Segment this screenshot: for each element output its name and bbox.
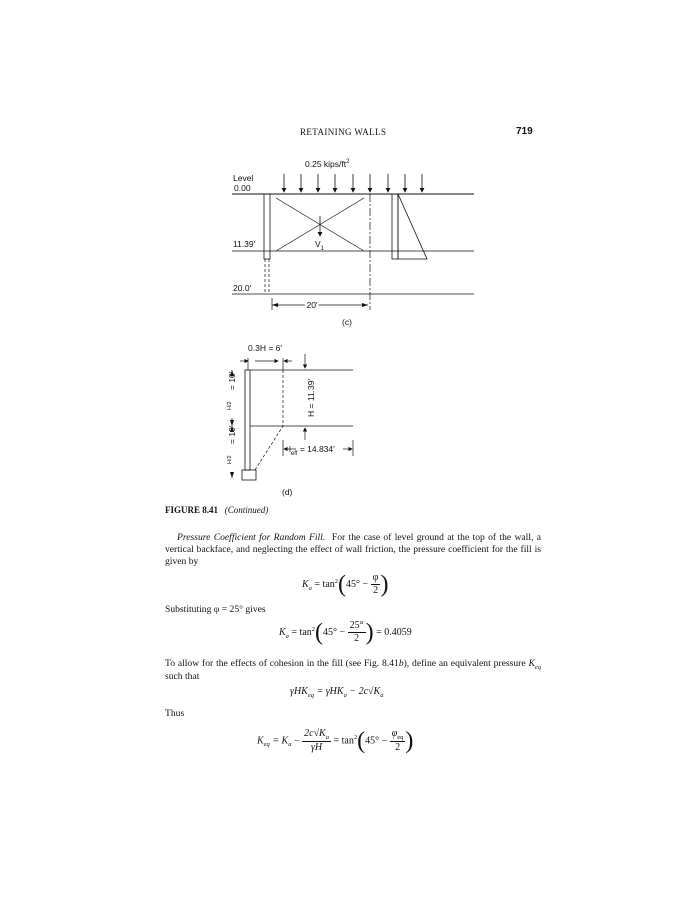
pressure-triangle xyxy=(398,194,427,259)
equation-ka: $K_a = \tan^2(45^\circ$ − $\frac{\varphi}{2}$ ) xyxy=(302,571,389,598)
figure-d xyxy=(224,343,353,497)
equation-keq-definition: $\gamma HK_{eq} = \gamma HK_a - 2c√K_a$ xyxy=(290,686,384,699)
level-value: 0.00 xyxy=(234,183,251,193)
page-number: 719 xyxy=(516,126,533,137)
left-dim-top: = 10′ xyxy=(227,371,237,390)
left-frac-top: H/2 xyxy=(227,401,233,410)
top-dimension: 0.3H = 6′ xyxy=(248,343,282,353)
panel-label-c: (c) xyxy=(342,317,352,327)
left-dim-bottom: = 10′ xyxy=(227,425,237,444)
paragraph-cohesion: To allow for the effects of cohesion in the fill (see Fig. 8.41b), define an equivalent pressure $K_{eq}$ such that xyxy=(165,658,541,683)
panel-label-d: (d) xyxy=(282,487,293,497)
footing xyxy=(242,470,256,480)
paragraph-body: For the case of level ground at the top of the wall, a vertical backface, and neglecting the effect of wall friction, the pressure coefficient for the fill is given by xyxy=(165,532,541,568)
failure-line xyxy=(255,370,283,470)
wall-left xyxy=(264,194,270,259)
dimension-width: 20′ xyxy=(306,300,318,310)
wall-d xyxy=(245,370,250,470)
figure-number: FIGURE 8.41 xyxy=(165,505,219,515)
paragraph-substituting: Substituting φ = 25° gives xyxy=(165,604,266,615)
paragraph-pressure-coefficient xyxy=(165,532,541,569)
equation-keq-result: $K_{eq} = K_a$ − $\frac{2c√K_a}{\gamma H}$ = $\tan^2(45^\circ$ − $\frac{\varphi_{eq}}{2}$ ) xyxy=(257,728,414,754)
left-frac-bottom: H/2 xyxy=(227,455,233,464)
h-label: H = 11.39′ xyxy=(306,378,316,417)
figure-caption xyxy=(165,505,268,515)
caption-note: (Continued) xyxy=(224,505,269,515)
load-arrows xyxy=(284,174,422,192)
equation-ka-value: $K_a = \tan^2(45^\circ$ − $\frac{25^\circ}{2}$ ) = 0.4059 xyxy=(279,619,412,646)
running-header-title: RETAINING WALLS xyxy=(300,127,387,137)
leff-label: $l_{eff} = 14.834'$ xyxy=(289,444,335,457)
v1-label: $V_1$ xyxy=(315,239,325,252)
load-label: 0.25 kips/$ft^2$ xyxy=(305,159,350,169)
elevation-bottom: 20.0′ xyxy=(233,283,252,293)
wall-right xyxy=(392,194,398,259)
paragraph-thus: Thus xyxy=(165,708,185,719)
elevation-mid: 11.39′ xyxy=(233,239,256,249)
paragraph-heading: Pressure Coefficient for Random Fill. xyxy=(177,532,326,543)
level-label: Level xyxy=(233,173,254,183)
